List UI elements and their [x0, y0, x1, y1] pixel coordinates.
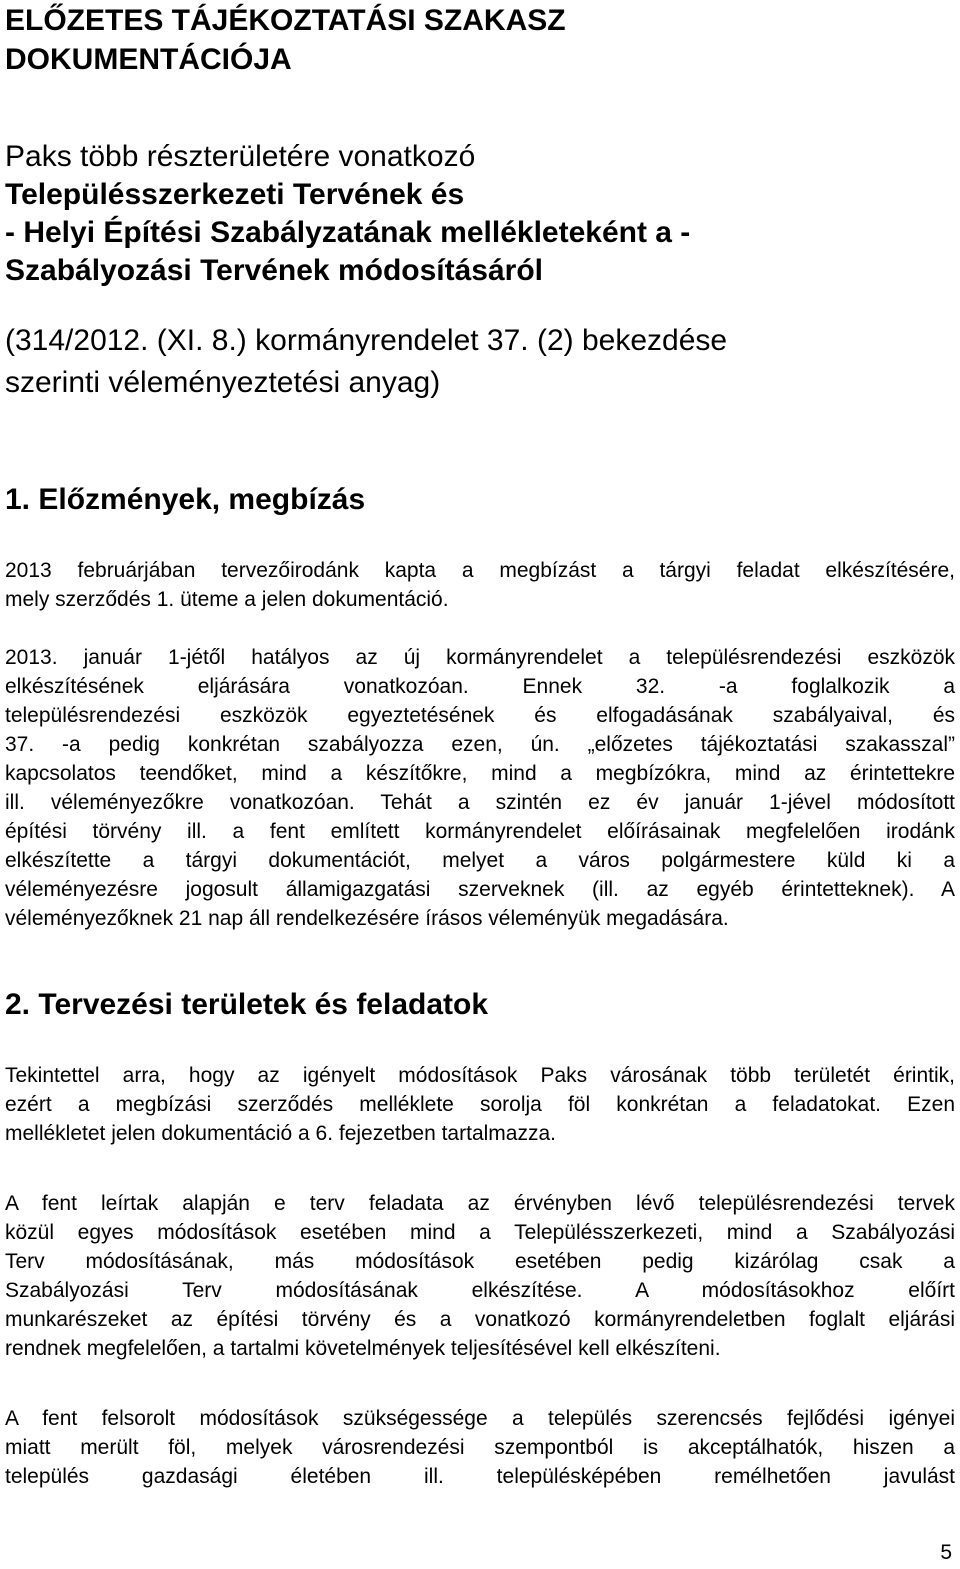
doc-title-line1: ELŐZETES TÁJÉKOZTATÁSI SZAKASZ — [5, 4, 566, 37]
text-line: Tekintettel arra, hogy az igényelt módosítások Paks városának több területét érintik, — [5, 1064, 955, 1087]
text-line: véleményezőknek 21 nap áll rendelkezésére írásos véleményük megadására. — [5, 907, 729, 930]
text-line: település gazdasági életében ill. településképében remélhetően javulást — [5, 1465, 955, 1488]
doc-subtitle-line1: Paks több részterületére vonatkozó — [5, 140, 476, 173]
doc-regulation-line1: (314/2012. (XI. 8.) kormányrendelet 37. (2) bekezdése — [5, 324, 728, 357]
text-line: munkarészeket az építési törvény és a vonatkozó kormányrendeletben foglalt eljárási — [5, 1308, 955, 1331]
doc-title-line2: DOKUMENTÁCIÓJA — [5, 43, 292, 76]
text-line: elkészítette a tárgyi dokumentációt, melyet a város polgármestere küld ki a — [5, 849, 955, 872]
text-line: miatt merült föl, melyek városrendezési szempontból is akceptálhatók, hiszen a — [5, 1436, 955, 1459]
text-line: rendnek megfelelően, a tartalmi követelmények teljesítésével kell elkészíteni. — [5, 1337, 721, 1360]
text-line: településrendezési eszközök egyeztetésének és elfogadásának szabályaival, és — [5, 704, 955, 727]
text-line: Terv módosításának, más módosítások esetében pedig kizárólag csak a — [5, 1250, 955, 1273]
doc-regulation-line2: szerinti véleményeztetési anyag) — [5, 366, 441, 399]
text-line: elkészítésének eljárására vonatkozóan. Ennek 32. -a foglalkozik a — [5, 675, 955, 698]
section1-paragraph-1 — [5, 556, 955, 614]
text-line: véleményezésre jogosult államigazgatási szerveknek (ill. az egyéb érintetteknek). A — [5, 878, 955, 901]
page-number: 5 — [940, 1541, 952, 1564]
text-line: kapcsolatos teendőket, mind a készítőkre, mind a megbízókra, mind az érintettekre — [5, 762, 955, 785]
section1-heading: 1. Előzmények, megbízás — [5, 483, 366, 516]
text-line: mellékletet jelen dokumentáció a 6. fejezetben tartalmazza. — [5, 1122, 556, 1145]
text-line: építési törvény ill. a fent említett kormányrendelet előírásainak megfelelően irodánk — [5, 820, 955, 843]
section2-paragraph-2 — [5, 1189, 955, 1363]
text-line: ill. véleményezőkre vonatkozóan. Tehát a szintén ez év január 1-jével módosított — [5, 791, 955, 814]
doc-subtitle-line3: - Helyi Építési Szabályzatának mellékleteként a - — [5, 216, 691, 249]
text-line: A fent felsorolt módosítások szükségessége a település szerencsés fejlődési igényei — [5, 1407, 955, 1430]
section1-paragraph-2 — [5, 643, 955, 933]
text-line: ezért a megbízási szerződés melléklete sorolja föl konkrétan a feladatokat. Ezen — [5, 1093, 955, 1116]
text-line: közül egyes módosítások esetében mind a Településszerkezeti, mind a Szabályozási — [5, 1221, 955, 1244]
text-line: A fent leírtak alapján e terv feladata az érvényben lévő településrendezési tervek — [5, 1192, 955, 1215]
section2-paragraph-1 — [5, 1061, 955, 1148]
doc-subtitle-line4: Szabályozási Tervének módosításáról — [5, 254, 543, 287]
doc-subtitle-line2: Településszerkezeti Tervének és — [5, 178, 465, 211]
text-line: Szabályozási Terv módosításának elkészítése. A módosításokhoz előírt — [5, 1279, 955, 1302]
text-line: 2013. január 1-jétől hatályos az új kormányrendelet a településrendezési eszközök — [5, 646, 955, 669]
text-line: 2013 februárjában tervezőirodánk kapta a megbízást a tárgyi feladat elkészítésére, — [5, 559, 955, 582]
text-line: 37. -a pedig konkrétan szabályozza ezen, ún. „előzetes tájékoztatási szakasszal” — [5, 733, 955, 756]
section2-heading: 2. Tervezési területek és feladatok — [5, 988, 489, 1021]
text-line: mely szerződés 1. üteme a jelen dokumentáció. — [5, 588, 449, 611]
section2-paragraph-3 — [5, 1404, 955, 1491]
